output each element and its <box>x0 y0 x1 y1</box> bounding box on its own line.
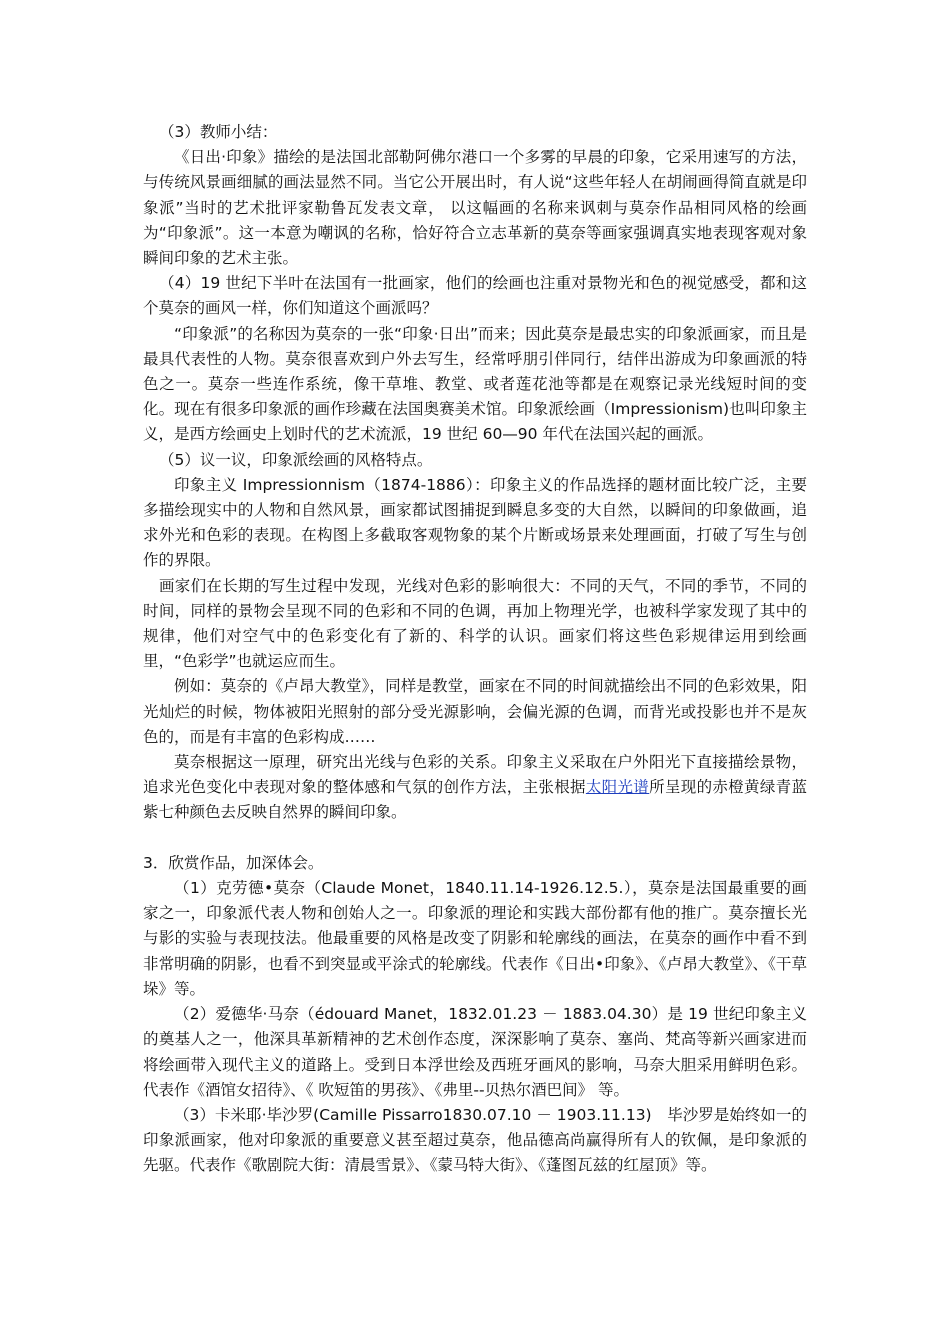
q5-paragraph-4 <box>143 750 807 826</box>
summary-heading: （3）教师小结： <box>159 123 278 141</box>
document-page <box>143 120 807 1179</box>
manet-paragraph: （2）爱德华·马奈（édouard Manet，1832.01.23 － 1883.04.30）是 19 世纪印象主义的奠基人之一，他深具革新精神的艺术创作态度，深深影响了莫奈、塞尚、梵高等新兴画家进而将绘画带入现代主义的道路上。受到日本浮世绘及西班牙画风的影响，马奈大胆采用鲜明色彩。代表作《酒馆女招待》、《 吹短笛的男孩》、《弗里--贝热尔酒巴间》 等。 <box>143 1005 807 1099</box>
q5-paragraph-4-end: 所呈现的赤橙黄绿青蓝紫七种颜色去反映自然界的瞬间印象。 <box>143 778 807 822</box>
summary-paragraph: 《日出·印象》描绘的是法国北部勒阿佛尔港口一个多雾的早晨的印象，它采用速写的方法，与传统风景画细腻的画法显然不同。当它公开展出时，有人说“这些年轻人在胡闹画得简直就是印象派”当时的艺术批评家勒鲁瓦发表文章， 以这幅画的名称来讽刺与莫奈作品相同风格的绘画为“印象派”。这一本意为嘲讽的名称，恰好符合立志革新的莫奈等画家强调真实地表现客观对象瞬间印象的艺术主张。 <box>143 148 807 268</box>
q5-paragraph-1: 印象主义 Impressionnism（1874-1886）：印象主义的作品选择的题材面比较广泛，主要多描绘现实中的人物和自然风景，画家都试图捕捉到瞬息多变的大自然，以瞬间的印象做画，追求外光和色彩的表现。在构图上多截取客观物象的某个片断或场景来处理画面，打破了写生与创作的界限。 <box>143 475 807 570</box>
blank-line <box>143 826 807 851</box>
q5-question: （5）议一议，印象派绘画的风格特点。 <box>159 450 433 469</box>
q5-paragraph-3: 例如：莫奈的《卢昂大教堂》，同样是教堂，画家在不同的时间就描绘出不同的色彩效果，阳光灿烂的时候，物体被阳光照射的部分受光源影响，会偏光源的色调，而背光或投影也并不是灰色的，而是有丰富的色彩构成…… <box>143 677 807 746</box>
q5-paragraph-4-start: 莫奈根据这一原理，研究出光线与色彩的关系。印象主义采取在户外阳光下直接描绘景物，追求光色变化中表现对象的整体感和气氛的创作方法，主张根据 <box>143 753 807 797</box>
q4-answer: “印象派”的名称因为莫奈的一张“印象·日出”而来；因此莫奈是最忠实的印象派画家，而且是最具代表性的人物。莫奈很喜欢到户外去写生，经常呼朋引伴同行，结伴出游成为印象画派的特色之一。莫奈一些连作系统，像干草堆、教堂、或者莲花池等都是在观察记录光线短时间的变化。现在有很多印象派的画作珍藏在法国奥赛美术馆。印象派绘画（Impressionism)也叫印象主义，是西方绘画史上划时代的艺术流派，19 世纪 60—90 年代在法国兴起的画派。 <box>143 324 807 444</box>
q5-paragraph-2: 画家们在长期的写生过程中发现，光线对色彩的影响很大：不同的天气，不同的季节，不同的时间，同样的景物会呈现不同的色彩和不同的色调，再加上物理光学，也被科学家发现了其中的规律，他们对空气中的色彩变化有了新的、科学的认识。画家们将这些色彩规律运用到绘画里，“色彩学”也就运应而生。 <box>143 576 807 671</box>
q4-question: （4）19 世纪下半叶在法国有一批画家，他们的绘画也注重对景物光和色的视觉感受，都和这个莫奈的画风一样，你们知道这个画派吗？ <box>143 274 807 318</box>
solar-spectrum-link[interactable]: 太阳光谱 <box>585 778 650 797</box>
monet-paragraph: （1）克劳德•莫奈（Claude Monet，1840.11.14-1926.12.5.），莫奈是法国最重要的画家之一，印象派代表人物和创始人之一。印象派的理论和实践大部份都有他的推广。莫奈擅长光与影的实验与表现技法。他最重要的风格是改变了阴影和轮廓线的画法，在莫奈的画作中看不到非常明确的阴影，也看不到突显或平涂式的轮廓线。代表作《日出•印象》、《卢昂大教堂》、《干草垛》等。 <box>143 879 807 998</box>
pissarro-paragraph: （3）卡米耶·毕沙罗(Camille Pissarro1830.07.10 － 1903.11.13) 毕沙罗是始终如一的印象派画家，他对印象派的重要意义甚至超过莫奈，他品德高尚赢得所有人的钦佩，是印象派的先驱。代表作《歌剧院大街：清晨雪景》、《蒙马特大街》、《蓬图瓦兹的红屋顶》等。 <box>143 1105 807 1175</box>
section3-heading: 3．欣赏作品，加深体会。 <box>143 853 324 872</box>
